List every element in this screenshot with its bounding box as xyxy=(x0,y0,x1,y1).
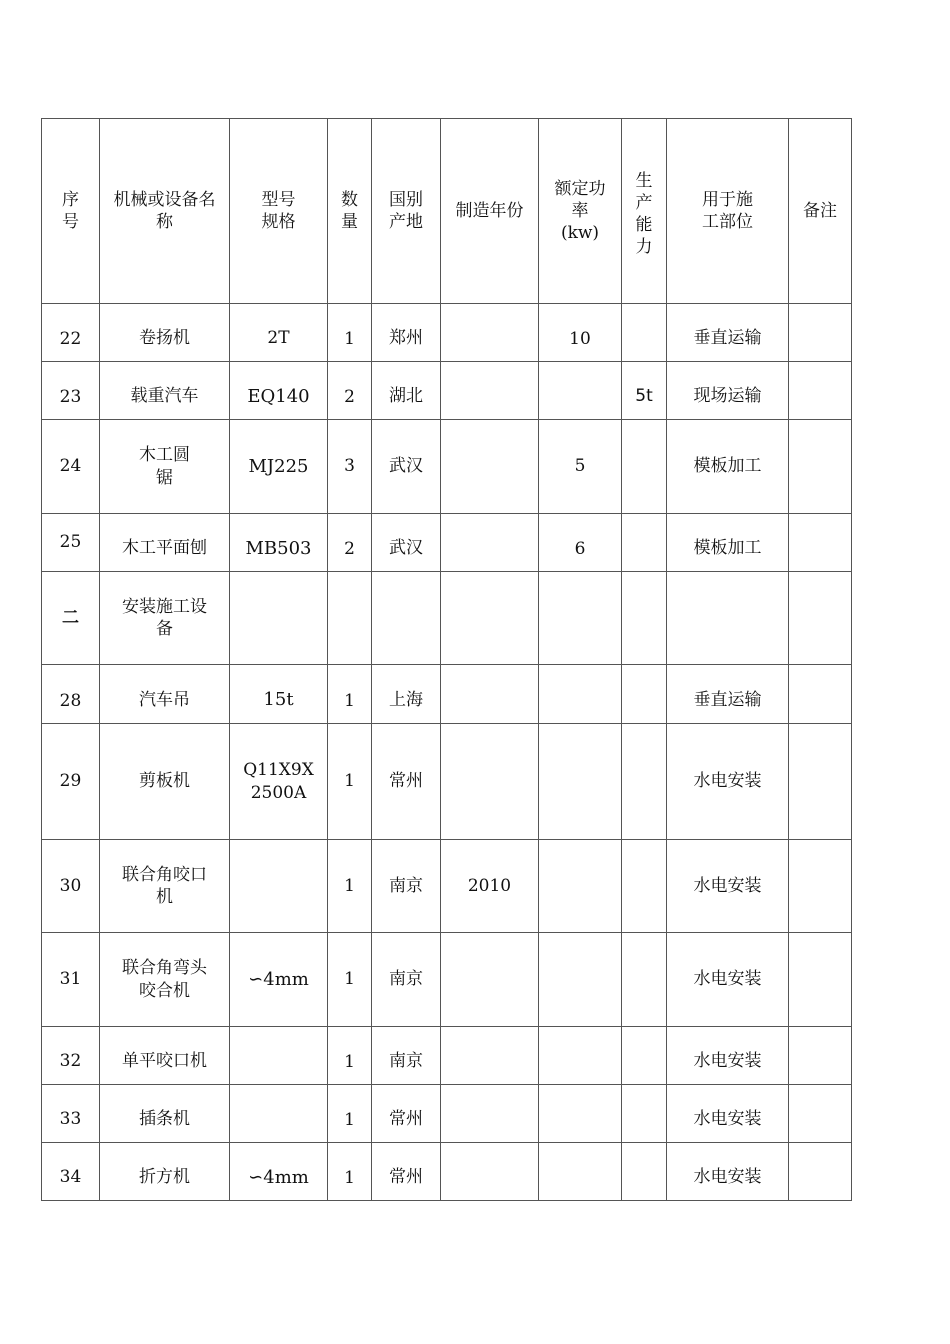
cell-capacity xyxy=(622,420,667,514)
cell-use: 水电安装 xyxy=(667,724,789,840)
cell-year xyxy=(441,665,539,724)
cell-name: 木工圆 锯 xyxy=(100,420,230,514)
table-row xyxy=(42,304,852,362)
cell-remark xyxy=(789,840,852,933)
cell-origin: 南京 xyxy=(372,840,441,933)
cell-remark xyxy=(789,514,852,572)
cell-empty xyxy=(539,572,622,665)
cell-name: 汽车吊 xyxy=(100,665,230,724)
cell-qty: 2 xyxy=(328,362,372,420)
cell-use: 水电安装 xyxy=(667,1027,789,1085)
cell-year xyxy=(441,514,539,572)
cell-model xyxy=(230,1085,328,1143)
cell-empty xyxy=(622,572,667,665)
cell-use: 现场运输 xyxy=(667,362,789,420)
cell-empty xyxy=(230,572,328,665)
cell-qty: 2 xyxy=(328,514,372,572)
cell-origin: 常州 xyxy=(372,1143,441,1201)
cell-use: 垂直运输 xyxy=(667,665,789,724)
header-year: 制造年份 xyxy=(441,119,539,304)
header-row xyxy=(42,119,852,304)
cell-capacity xyxy=(622,1143,667,1201)
cell-year xyxy=(441,724,539,840)
cell-capacity xyxy=(622,1085,667,1143)
cell-qty: 1 xyxy=(328,665,372,724)
cell-name: 联合角咬口 机 xyxy=(100,840,230,933)
cell-seq: 33 xyxy=(42,1085,100,1143)
header-remark: 备注 xyxy=(789,119,852,304)
cell-qty: 1 xyxy=(328,840,372,933)
cell-origin: 常州 xyxy=(372,1085,441,1143)
cell-model: MJ225 xyxy=(230,420,328,514)
header-power: 额定功 率 (kw) xyxy=(539,119,622,304)
cell-remark xyxy=(789,304,852,362)
cell-power xyxy=(539,1085,622,1143)
equipment-table xyxy=(41,118,852,1201)
cell-remark xyxy=(789,1143,852,1201)
cell-remark xyxy=(789,362,852,420)
header-qty: 数 量 xyxy=(328,119,372,304)
cell-model: Q11X9X 2500A xyxy=(230,724,328,840)
cell-model: MB503 xyxy=(230,514,328,572)
cell-power xyxy=(539,933,622,1027)
table-row xyxy=(42,420,852,514)
cell-seq: 32 xyxy=(42,1027,100,1085)
cell-empty xyxy=(667,572,789,665)
cell-remark xyxy=(789,933,852,1027)
table-row xyxy=(42,514,852,572)
cell-year xyxy=(441,1143,539,1201)
cell-origin: 南京 xyxy=(372,933,441,1027)
table-row xyxy=(42,840,852,933)
cell-origin: 武汉 xyxy=(372,514,441,572)
cell-name: 联合角弯头 咬合机 xyxy=(100,933,230,1027)
table-row xyxy=(42,1143,852,1201)
cell-power xyxy=(539,840,622,933)
header-name: 机械或设备名称 xyxy=(100,119,230,304)
cell-seq: 31 xyxy=(42,933,100,1027)
cell-qty: 1 xyxy=(328,933,372,1027)
cell-remark xyxy=(789,665,852,724)
cell-empty xyxy=(372,572,441,665)
cell-use: 模板加工 xyxy=(667,514,789,572)
cell-empty xyxy=(328,572,372,665)
cell-use: 水电安装 xyxy=(667,933,789,1027)
cell-use: 模板加工 xyxy=(667,420,789,514)
cell-origin: 郑州 xyxy=(372,304,441,362)
cell-power: 10 xyxy=(539,304,622,362)
cell-power xyxy=(539,1027,622,1085)
cell-seq: 30 xyxy=(42,840,100,933)
cell-seq: 24 xyxy=(42,420,100,514)
cell-origin: 上海 xyxy=(372,665,441,724)
cell-origin: 南京 xyxy=(372,1027,441,1085)
cell-origin: 武汉 xyxy=(372,420,441,514)
cell-capacity xyxy=(622,514,667,572)
table-row xyxy=(42,665,852,724)
cell-year xyxy=(441,1027,539,1085)
cell-name: 剪板机 xyxy=(100,724,230,840)
cell-seq: 22 xyxy=(42,304,100,362)
cell-power xyxy=(539,362,622,420)
section-row xyxy=(42,572,852,665)
cell-model: EQ140 xyxy=(230,362,328,420)
cell-qty: 1 xyxy=(328,304,372,362)
cell-use: 垂直运输 xyxy=(667,304,789,362)
cell-year xyxy=(441,362,539,420)
cell-empty xyxy=(441,572,539,665)
cell-seq: 29 xyxy=(42,724,100,840)
cell-name: 载重汽车 xyxy=(100,362,230,420)
cell-qty: 1 xyxy=(328,1143,372,1201)
cell-capacity: 5t xyxy=(622,362,667,420)
cell-model xyxy=(230,1027,328,1085)
cell-year xyxy=(441,933,539,1027)
cell-qty: 1 xyxy=(328,724,372,840)
cell-power xyxy=(539,665,622,724)
cell-year xyxy=(441,304,539,362)
cell-power xyxy=(539,724,622,840)
table-row xyxy=(42,1027,852,1085)
section-seq: 二 xyxy=(42,572,100,665)
table-row xyxy=(42,362,852,420)
cell-name: 单平咬口机 xyxy=(100,1027,230,1085)
cell-year xyxy=(441,1085,539,1143)
cell-name: 木工平面刨 xyxy=(100,514,230,572)
cell-remark xyxy=(789,724,852,840)
cell-seq: 34 xyxy=(42,1143,100,1201)
cell-qty: 1 xyxy=(328,1027,372,1085)
cell-capacity xyxy=(622,304,667,362)
table-row xyxy=(42,933,852,1027)
cell-model: 15t xyxy=(230,665,328,724)
cell-capacity xyxy=(622,840,667,933)
cell-power: 6 xyxy=(539,514,622,572)
cell-use: 水电安装 xyxy=(667,840,789,933)
cell-seq: 23 xyxy=(42,362,100,420)
table-row xyxy=(42,1085,852,1143)
cell-power xyxy=(539,1143,622,1201)
cell-year: 2010 xyxy=(441,840,539,933)
header-capacity: 生产能力 xyxy=(622,119,667,304)
cell-power: 5 xyxy=(539,420,622,514)
header-origin: 国别 产地 xyxy=(372,119,441,304)
table-row xyxy=(42,724,852,840)
cell-seq: 28 xyxy=(42,665,100,724)
cell-name: 折方机 xyxy=(100,1143,230,1201)
cell-name: 插条机 xyxy=(100,1085,230,1143)
cell-remark xyxy=(789,1085,852,1143)
cell-capacity xyxy=(622,1027,667,1085)
cell-capacity xyxy=(622,933,667,1027)
cell-remark xyxy=(789,1027,852,1085)
cell-model: ∽4mm xyxy=(230,1143,328,1201)
cell-remark xyxy=(789,420,852,514)
cell-year xyxy=(441,420,539,514)
cell-origin: 湖北 xyxy=(372,362,441,420)
cell-seq: 25 xyxy=(42,514,100,572)
cell-capacity xyxy=(622,665,667,724)
header-model: 型号 规格 xyxy=(230,119,328,304)
cell-empty xyxy=(789,572,852,665)
cell-model: ∽4mm xyxy=(230,933,328,1027)
cell-use: 水电安装 xyxy=(667,1085,789,1143)
cell-qty: 1 xyxy=(328,1085,372,1143)
header-use: 用于施 工部位 xyxy=(667,119,789,304)
cell-name: 卷扬机 xyxy=(100,304,230,362)
cell-use: 水电安装 xyxy=(667,1143,789,1201)
cell-origin: 常州 xyxy=(372,724,441,840)
cell-qty: 3 xyxy=(328,420,372,514)
section-name: 安装施工设 备 xyxy=(100,572,230,665)
header-seq: 序号 xyxy=(42,119,100,304)
cell-capacity xyxy=(622,724,667,840)
cell-model: 2T xyxy=(230,304,328,362)
cell-model xyxy=(230,840,328,933)
